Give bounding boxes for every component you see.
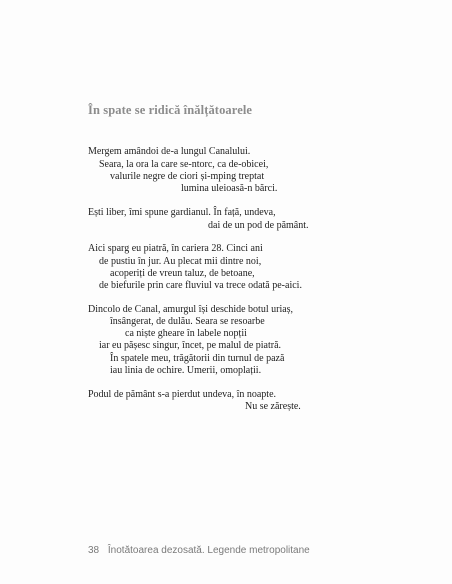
poem-line: de pustiu în jur. Au plecat mii dintre noi, bbox=[99, 256, 262, 267]
poem-line: însângerat, de dulău. Seara se resoarbe bbox=[110, 316, 265, 327]
poem-line: Dincolo de Canal, amurgul își deschide botul uriaș, bbox=[88, 304, 294, 315]
poem-line: Aici sparg eu piatră, în cariera 28. Cinci ani bbox=[88, 243, 263, 254]
poem-line: valurile negre de ciori și-mping treptat bbox=[110, 171, 265, 182]
poem-title: În spate se ridică înălțătoarele bbox=[88, 103, 253, 117]
poem-line: În spatele meu, trăgătorii din turnul de pază bbox=[110, 353, 285, 364]
page-footer bbox=[88, 545, 310, 556]
poem-line: iau linia de ochire. Umerii, omoplații. bbox=[110, 365, 262, 376]
poem-line: acoperiți de vreun taluz, de betoane, bbox=[110, 268, 255, 279]
poem-line: lumina uleioasă-n bărci. bbox=[181, 183, 278, 194]
page-number: 38 bbox=[88, 545, 100, 556]
poem-line: Nu se zărește. bbox=[245, 401, 301, 412]
poem-line: Ești liber, îmi spune gardianul. În față, undeva, bbox=[88, 207, 276, 218]
poem-line: Seara, la ora la care se-ntorc, ca de-obicei, bbox=[99, 159, 269, 170]
poem-line: dai de un pod de pământ. bbox=[208, 220, 309, 231]
running-footer-title: Înotătoarea dezosată. Legende metropolitane bbox=[107, 545, 310, 556]
poem-line: de biefurile prin care fluviul va trece odată pe-aici. bbox=[99, 280, 302, 291]
poem-line: iar eu pășesc singur, încet, pe malul de piatră. bbox=[99, 340, 282, 351]
poem-line: Podul de pământ s-a pierdut undeva, în noapte. bbox=[88, 389, 277, 400]
poem-line: ca niște gheare în labele nopții bbox=[125, 328, 247, 339]
poem-line: Mergem amândoi de-a lungul Canalului. bbox=[88, 146, 251, 157]
